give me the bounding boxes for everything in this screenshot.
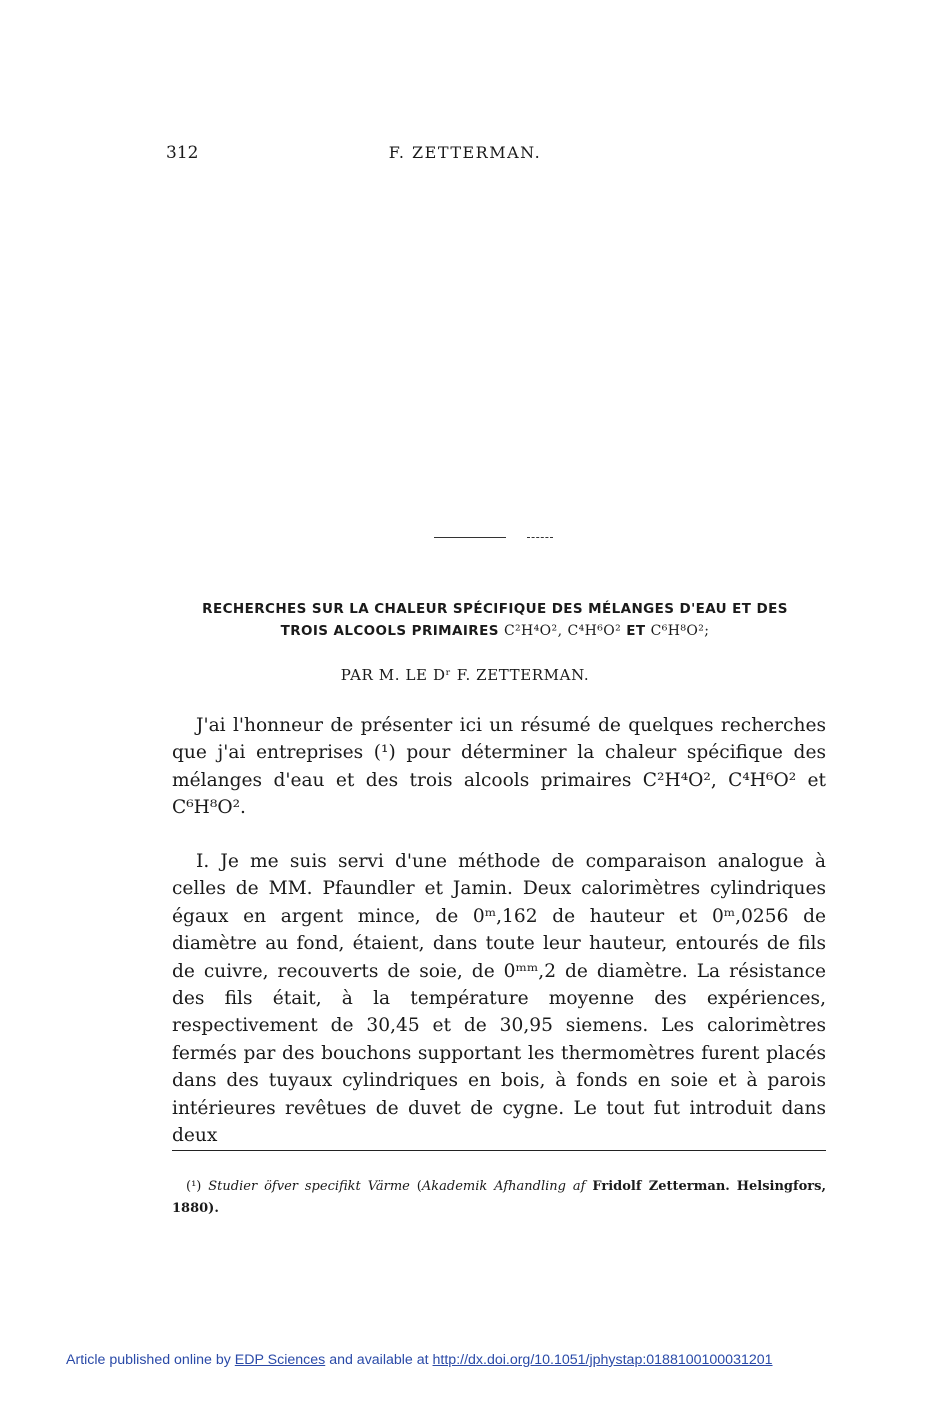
footnote-thesis: Akademik Afhandling af — [421, 1179, 586, 1194]
paragraph-method: I. Je me suis servi d'une méthode de comparaison analogue à celles de MM. Pfaundler et Jamin. Deux calorimètres cylindriques égaux en argent mince, de 0ᵐ,162 de hauteur et 0ᵐ,0256 de diamètre au fond, étaient, dans toute leur hauteur, entourés de fils de cuivre, recouverts de soie, de 0ᵐᵐ,2 de diamètre. La résistance des fils était, à la température moyenne des expériences, respectivement de 30,45 et de 30,95 siemens. Les calorimètres fermés par des bouchons supportant les thermomètres furent placés dans des tuyaux cylindriques en bois, à fonds en soie et à parois intérieures revêtues de duvet de cygne. Le tout fut introduit dans deux — [172, 851, 826, 1147]
title-formula-3: C⁶H⁸O²; — [650, 623, 710, 639]
running-head — [0, 143, 930, 167]
title-formula-2: C⁴H⁶O² — [567, 623, 622, 639]
footnote-author: Fridolf Zetterman. — [592, 1179, 730, 1194]
publisher-prefix: Article published online by — [66, 1352, 231, 1368]
paragraph-intro: J'ai l'honneur de présenter ici un résumé de quelques recherches que j'ai entreprises (¹) pour déterminer la chaleur spécifique des mélanges d'eau et des trois alcools primaires C²H⁴O², C⁴H⁶O² et C⁶H⁸O². — [172, 715, 826, 819]
footnote-separator — [172, 1150, 826, 1151]
footnote-paren: ( — [416, 1179, 422, 1194]
publisher-middle: and available at — [329, 1352, 429, 1368]
footnote — [172, 1176, 826, 1220]
footnote-title: Studier öfver specifikt Värme — [208, 1179, 410, 1194]
article-title-line1: RECHERCHES SUR LA CHALEUR SPÉCIFIQUE DES MÉLANGES D'EAU ET DES — [202, 601, 788, 617]
footnote-marker: (¹) — [186, 1179, 202, 1194]
divider-line-short — [527, 537, 553, 538]
footnote-place-year: Helsingfors, 1880). — [172, 1179, 826, 1216]
title-and: ET — [626, 623, 646, 639]
edp-sciences-link[interactable]: EDP Sciences — [234, 1352, 326, 1368]
title-alcohols: TROIS ALCOOLS PRIMAIRES — [280, 623, 499, 639]
running-title: F. ZETTERMAN. — [388, 143, 542, 162]
divider-line-long — [434, 537, 506, 538]
title-formula-1: C²H⁴O², — [503, 623, 563, 639]
article-title-line2 — [150, 620, 840, 642]
publisher-banner — [66, 1352, 906, 1368]
page-number: 312 — [166, 143, 199, 163]
article-title — [150, 598, 840, 642]
section-divider-ornament — [0, 537, 930, 540]
author-byline: PAR M. LE Dʳ F. ZETTERMAN. — [340, 666, 590, 684]
doi-link[interactable]: http://dx.doi.org/10.1051/jphystap:0188100100031201 — [432, 1352, 773, 1368]
